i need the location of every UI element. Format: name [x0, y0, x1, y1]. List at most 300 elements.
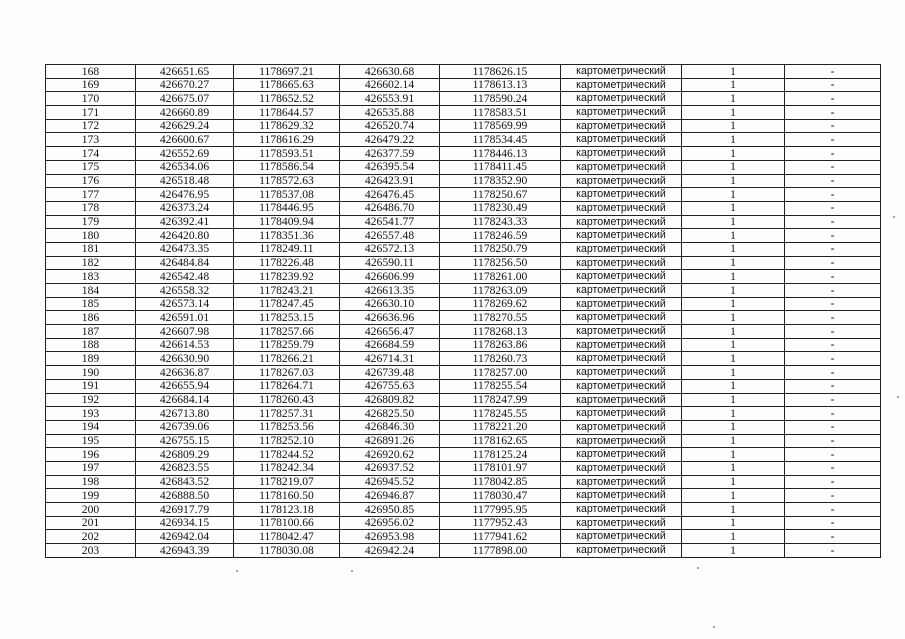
x-coordinate-cell: 426542.48: [136, 270, 234, 284]
y-coordinate-2-cell: 1178626.15: [440, 65, 561, 79]
count-cell: 1: [682, 229, 785, 243]
method-cell: картометрический: [561, 133, 682, 147]
method-cell: картометрический: [561, 106, 682, 120]
x-coordinate-cell: 426651.65: [136, 65, 234, 79]
y-coordinate-2-cell: 1178263.09: [440, 284, 561, 298]
point-number-cell: 178: [46, 201, 136, 215]
table-row: [46, 65, 881, 79]
x-coordinate-2-cell: 426423.91: [340, 174, 440, 188]
y-coordinate-cell: 1178446.95: [234, 201, 340, 215]
point-number-cell: 194: [46, 420, 136, 434]
table-row: [46, 284, 881, 298]
note-cell: -: [785, 215, 881, 229]
note-cell: -: [785, 229, 881, 243]
point-number-cell: 202: [46, 530, 136, 544]
count-cell: 1: [682, 325, 785, 339]
method-cell: картометрический: [561, 461, 682, 475]
method-cell: картометрический: [561, 270, 682, 284]
x-coordinate-2-cell: 426630.10: [340, 297, 440, 311]
count-cell: 1: [682, 133, 785, 147]
note-cell: -: [785, 297, 881, 311]
note-cell: -: [785, 503, 881, 517]
y-coordinate-2-cell: 1178030.47: [440, 489, 561, 503]
x-coordinate-2-cell: 426553.91: [340, 92, 440, 106]
y-coordinate-cell: 1178665.63: [234, 78, 340, 92]
x-coordinate-cell: 426823.55: [136, 461, 234, 475]
count-cell: 1: [682, 201, 785, 215]
point-number-cell: 183: [46, 270, 136, 284]
point-number-cell: 193: [46, 407, 136, 421]
table-row: [46, 338, 881, 352]
note-cell: -: [785, 270, 881, 284]
method-cell: картометрический: [561, 284, 682, 298]
note-cell: -: [785, 284, 881, 298]
note-cell: -: [785, 489, 881, 503]
y-coordinate-cell: 1178219.07: [234, 475, 340, 489]
method-cell: картометрический: [561, 311, 682, 325]
x-coordinate-cell: 426552.69: [136, 147, 234, 161]
method-cell: картометрический: [561, 503, 682, 517]
table-row: [46, 297, 881, 311]
y-coordinate-cell: 1178247.45: [234, 297, 340, 311]
x-coordinate-cell: 426573.14: [136, 297, 234, 311]
note-cell: -: [785, 352, 881, 366]
x-coordinate-2-cell: 426572.13: [340, 242, 440, 256]
y-coordinate-cell: 1178042.47: [234, 530, 340, 544]
count-cell: 1: [682, 461, 785, 475]
table-row: [46, 147, 881, 161]
count-cell: 1: [682, 284, 785, 298]
point-number-cell: 181: [46, 242, 136, 256]
x-coordinate-2-cell: 426937.52: [340, 461, 440, 475]
count-cell: 1: [682, 407, 785, 421]
point-number-cell: 174: [46, 147, 136, 161]
point-number-cell: 182: [46, 256, 136, 270]
method-cell: картометрический: [561, 379, 682, 393]
point-number-cell: 197: [46, 461, 136, 475]
method-cell: картометрический: [561, 242, 682, 256]
y-coordinate-cell: 1178267.03: [234, 366, 340, 380]
x-coordinate-2-cell: 426557.48: [340, 229, 440, 243]
table-row: [46, 530, 881, 544]
table-row: [46, 475, 881, 489]
y-coordinate-2-cell: 1178250.79: [440, 242, 561, 256]
x-coordinate-2-cell: 426656.47: [340, 325, 440, 339]
point-number-cell: 168: [46, 65, 136, 79]
count-cell: 1: [682, 311, 785, 325]
method-cell: картометрический: [561, 434, 682, 448]
x-coordinate-2-cell: 426377.59: [340, 147, 440, 161]
x-coordinate-2-cell: 426476.45: [340, 188, 440, 202]
note-cell: -: [785, 434, 881, 448]
count-cell: 1: [682, 119, 785, 133]
y-coordinate-2-cell: 1178411.45: [440, 160, 561, 174]
x-coordinate-2-cell: 426953.98: [340, 530, 440, 544]
note-cell: -: [785, 188, 881, 202]
x-coordinate-2-cell: 426920.62: [340, 448, 440, 462]
point-number-cell: 177: [46, 188, 136, 202]
x-coordinate-cell: 426684.14: [136, 393, 234, 407]
count-cell: 1: [682, 65, 785, 79]
y-coordinate-cell: 1178252.10: [234, 434, 340, 448]
table-row: [46, 393, 881, 407]
x-coordinate-cell: 426607.98: [136, 325, 234, 339]
x-coordinate-cell: 426739.06: [136, 420, 234, 434]
table-row: [46, 448, 881, 462]
y-coordinate-2-cell: 1178247.99: [440, 393, 561, 407]
y-coordinate-2-cell: 1178446.13: [440, 147, 561, 161]
y-coordinate-2-cell: 1178590.24: [440, 92, 561, 106]
x-coordinate-2-cell: 426486.70: [340, 201, 440, 215]
coordinates-table: [45, 64, 881, 558]
point-number-cell: 186: [46, 311, 136, 325]
table-row: [46, 119, 881, 133]
y-coordinate-2-cell: 1178101.97: [440, 461, 561, 475]
y-coordinate-cell: 1178260.43: [234, 393, 340, 407]
y-coordinate-2-cell: 1178221.20: [440, 420, 561, 434]
y-coordinate-cell: 1178239.92: [234, 270, 340, 284]
method-cell: картометрический: [561, 352, 682, 366]
y-coordinate-cell: 1178100.66: [234, 516, 340, 530]
point-number-cell: 188: [46, 338, 136, 352]
note-cell: -: [785, 544, 881, 558]
x-coordinate-2-cell: 426541.77: [340, 215, 440, 229]
count-cell: 1: [682, 489, 785, 503]
note-cell: -: [785, 379, 881, 393]
x-coordinate-cell: 426591.01: [136, 311, 234, 325]
x-coordinate-2-cell: 426590.11: [340, 256, 440, 270]
note-cell: -: [785, 92, 881, 106]
y-coordinate-2-cell: 1178245.55: [440, 407, 561, 421]
x-coordinate-2-cell: 426606.99: [340, 270, 440, 284]
x-coordinate-cell: 426534.06: [136, 160, 234, 174]
y-coordinate-cell: 1178242.34: [234, 461, 340, 475]
x-coordinate-2-cell: 426755.63: [340, 379, 440, 393]
method-cell: картометрический: [561, 325, 682, 339]
x-coordinate-cell: 426655.94: [136, 379, 234, 393]
method-cell: картометрический: [561, 174, 682, 188]
method-cell: картометрический: [561, 489, 682, 503]
y-coordinate-2-cell: 1178613.13: [440, 78, 561, 92]
y-coordinate-2-cell: 1178255.54: [440, 379, 561, 393]
x-coordinate-cell: 426473.35: [136, 242, 234, 256]
table-row: [46, 256, 881, 270]
y-coordinate-2-cell: 1178352.90: [440, 174, 561, 188]
scan-speck: [697, 567, 699, 569]
x-coordinate-2-cell: 426395.54: [340, 160, 440, 174]
table-row: [46, 544, 881, 558]
table-row: [46, 352, 881, 366]
y-coordinate-cell: 1178253.15: [234, 311, 340, 325]
x-coordinate-cell: 426636.87: [136, 366, 234, 380]
table-body: [46, 65, 881, 558]
x-coordinate-2-cell: 426613.35: [340, 284, 440, 298]
y-coordinate-cell: 1178629.32: [234, 119, 340, 133]
x-coordinate-2-cell: 426809.82: [340, 393, 440, 407]
table-row: [46, 215, 881, 229]
count-cell: 1: [682, 92, 785, 106]
point-number-cell: 195: [46, 434, 136, 448]
table-row: [46, 92, 881, 106]
note-cell: -: [785, 407, 881, 421]
note-cell: -: [785, 174, 881, 188]
point-number-cell: 173: [46, 133, 136, 147]
method-cell: картометрический: [561, 147, 682, 161]
x-coordinate-cell: 426630.90: [136, 352, 234, 366]
table-row: [46, 407, 881, 421]
table-row: [46, 78, 881, 92]
y-coordinate-2-cell: 1178125.24: [440, 448, 561, 462]
table-row: [46, 242, 881, 256]
point-number-cell: 187: [46, 325, 136, 339]
count-cell: 1: [682, 434, 785, 448]
method-cell: картометрический: [561, 530, 682, 544]
count-cell: 1: [682, 503, 785, 517]
note-cell: -: [785, 106, 881, 120]
y-coordinate-cell: 1178253.56: [234, 420, 340, 434]
note-cell: -: [785, 461, 881, 475]
y-coordinate-cell: 1178644.57: [234, 106, 340, 120]
y-coordinate-2-cell: 1178256.50: [440, 256, 561, 270]
count-cell: 1: [682, 338, 785, 352]
x-coordinate-2-cell: 426945.52: [340, 475, 440, 489]
point-number-cell: 176: [46, 174, 136, 188]
x-coordinate-2-cell: 426891.26: [340, 434, 440, 448]
y-coordinate-2-cell: 1178270.55: [440, 311, 561, 325]
method-cell: картометрический: [561, 119, 682, 133]
x-coordinate-2-cell: 426479.22: [340, 133, 440, 147]
y-coordinate-2-cell: 1177952.43: [440, 516, 561, 530]
y-coordinate-cell: 1178257.31: [234, 407, 340, 421]
y-coordinate-cell: 1178226.48: [234, 256, 340, 270]
table-row: [46, 229, 881, 243]
x-coordinate-2-cell: 426535.88: [340, 106, 440, 120]
table-row: [46, 325, 881, 339]
y-coordinate-cell: 1178593.51: [234, 147, 340, 161]
y-coordinate-cell: 1178616.29: [234, 133, 340, 147]
y-coordinate-cell: 1178697.21: [234, 65, 340, 79]
x-coordinate-2-cell: 426946.87: [340, 489, 440, 503]
point-number-cell: 190: [46, 366, 136, 380]
note-cell: -: [785, 448, 881, 462]
method-cell: картометрический: [561, 201, 682, 215]
method-cell: картометрический: [561, 92, 682, 106]
point-number-cell: 191: [46, 379, 136, 393]
count-cell: 1: [682, 516, 785, 530]
x-coordinate-cell: 426934.15: [136, 516, 234, 530]
count-cell: 1: [682, 475, 785, 489]
table-row: [46, 434, 881, 448]
y-coordinate-2-cell: 1178162.65: [440, 434, 561, 448]
point-number-cell: 201: [46, 516, 136, 530]
point-number-cell: 203: [46, 544, 136, 558]
table-row: [46, 503, 881, 517]
point-number-cell: 199: [46, 489, 136, 503]
count-cell: 1: [682, 448, 785, 462]
y-coordinate-cell: 1178123.18: [234, 503, 340, 517]
note-cell: -: [785, 78, 881, 92]
x-coordinate-cell: 426600.67: [136, 133, 234, 147]
x-coordinate-cell: 426809.29: [136, 448, 234, 462]
note-cell: -: [785, 201, 881, 215]
y-coordinate-2-cell: 1178268.13: [440, 325, 561, 339]
point-number-cell: 185: [46, 297, 136, 311]
table-row: [46, 160, 881, 174]
note-cell: -: [785, 530, 881, 544]
x-coordinate-2-cell: 426956.02: [340, 516, 440, 530]
y-coordinate-cell: 1178572.63: [234, 174, 340, 188]
table-row: [46, 174, 881, 188]
y-coordinate-cell: 1178244.52: [234, 448, 340, 462]
method-cell: картометрический: [561, 448, 682, 462]
x-coordinate-cell: 426843.52: [136, 475, 234, 489]
note-cell: -: [785, 338, 881, 352]
point-number-cell: 196: [46, 448, 136, 462]
y-coordinate-cell: 1178351.36: [234, 229, 340, 243]
method-cell: картометрический: [561, 420, 682, 434]
x-coordinate-2-cell: 426942.24: [340, 544, 440, 558]
x-coordinate-cell: 426943.39: [136, 544, 234, 558]
point-number-cell: 175: [46, 160, 136, 174]
note-cell: -: [785, 147, 881, 161]
y-coordinate-2-cell: 1177995.95: [440, 503, 561, 517]
scan-speck: [236, 570, 238, 572]
point-number-cell: 184: [46, 284, 136, 298]
point-number-cell: 192: [46, 393, 136, 407]
table-row: [46, 201, 881, 215]
count-cell: 1: [682, 174, 785, 188]
point-number-cell: 200: [46, 503, 136, 517]
y-coordinate-cell: 1178249.11: [234, 242, 340, 256]
count-cell: 1: [682, 242, 785, 256]
method-cell: картометрический: [561, 516, 682, 530]
count-cell: 1: [682, 393, 785, 407]
note-cell: -: [785, 366, 881, 380]
method-cell: картометрический: [561, 393, 682, 407]
y-coordinate-cell: 1178030.08: [234, 544, 340, 558]
count-cell: 1: [682, 297, 785, 311]
y-coordinate-cell: 1178257.66: [234, 325, 340, 339]
x-coordinate-cell: 426675.07: [136, 92, 234, 106]
y-coordinate-2-cell: 1178534.45: [440, 133, 561, 147]
x-coordinate-cell: 426670.27: [136, 78, 234, 92]
y-coordinate-cell: 1178537.08: [234, 188, 340, 202]
count-cell: 1: [682, 160, 785, 174]
table-row: [46, 311, 881, 325]
method-cell: картометрический: [561, 229, 682, 243]
method-cell: картометрический: [561, 297, 682, 311]
scan-speck: [893, 216, 895, 218]
point-number-cell: 180: [46, 229, 136, 243]
point-number-cell: 179: [46, 215, 136, 229]
table-row: [46, 420, 881, 434]
count-cell: 1: [682, 366, 785, 380]
method-cell: картометрический: [561, 544, 682, 558]
point-number-cell: 170: [46, 92, 136, 106]
method-cell: картометрический: [561, 338, 682, 352]
count-cell: 1: [682, 544, 785, 558]
method-cell: картометрический: [561, 215, 682, 229]
method-cell: картометрический: [561, 78, 682, 92]
y-coordinate-cell: 1178266.21: [234, 352, 340, 366]
x-coordinate-cell: 426917.79: [136, 503, 234, 517]
count-cell: 1: [682, 78, 785, 92]
count-cell: 1: [682, 215, 785, 229]
note-cell: -: [785, 256, 881, 270]
method-cell: картометрический: [561, 188, 682, 202]
count-cell: 1: [682, 147, 785, 161]
x-coordinate-2-cell: 426636.96: [340, 311, 440, 325]
x-coordinate-cell: 426484.84: [136, 256, 234, 270]
note-cell: -: [785, 160, 881, 174]
y-coordinate-cell: 1178243.21: [234, 284, 340, 298]
table-row: [46, 106, 881, 120]
scan-speck: [351, 570, 353, 572]
method-cell: картометрический: [561, 407, 682, 421]
scan-speck: [713, 626, 715, 628]
table-row: [46, 270, 881, 284]
method-cell: картометрический: [561, 475, 682, 489]
x-coordinate-cell: 426518.48: [136, 174, 234, 188]
x-coordinate-cell: 426755.15: [136, 434, 234, 448]
x-coordinate-cell: 426888.50: [136, 489, 234, 503]
method-cell: картометрический: [561, 65, 682, 79]
note-cell: -: [785, 420, 881, 434]
x-coordinate-2-cell: 426520.74: [340, 119, 440, 133]
y-coordinate-2-cell: 1178257.00: [440, 366, 561, 380]
x-coordinate-cell: 426420.80: [136, 229, 234, 243]
note-cell: -: [785, 393, 881, 407]
point-number-cell: 171: [46, 106, 136, 120]
count-cell: 1: [682, 270, 785, 284]
y-coordinate-2-cell: 1178246.59: [440, 229, 561, 243]
y-coordinate-2-cell: 1178243.33: [440, 215, 561, 229]
y-coordinate-cell: 1178264.71: [234, 379, 340, 393]
table-row: [46, 133, 881, 147]
note-cell: -: [785, 242, 881, 256]
point-number-cell: 198: [46, 475, 136, 489]
x-coordinate-2-cell: 426950.85: [340, 503, 440, 517]
count-cell: 1: [682, 420, 785, 434]
note-cell: -: [785, 325, 881, 339]
table-row: [46, 366, 881, 380]
count-cell: 1: [682, 256, 785, 270]
y-coordinate-2-cell: 1178263.86: [440, 338, 561, 352]
x-coordinate-cell: 426392.41: [136, 215, 234, 229]
note-cell: -: [785, 311, 881, 325]
x-coordinate-cell: 426614.53: [136, 338, 234, 352]
y-coordinate-2-cell: 1178269.62: [440, 297, 561, 311]
table-row: [46, 379, 881, 393]
method-cell: картометрический: [561, 160, 682, 174]
table-row: [46, 489, 881, 503]
y-coordinate-2-cell: 1178260.73: [440, 352, 561, 366]
x-coordinate-2-cell: 426602.14: [340, 78, 440, 92]
method-cell: картометрический: [561, 366, 682, 380]
y-coordinate-2-cell: 1178042.85: [440, 475, 561, 489]
y-coordinate-2-cell: 1178261.00: [440, 270, 561, 284]
x-coordinate-cell: 426713.80: [136, 407, 234, 421]
count-cell: 1: [682, 188, 785, 202]
y-coordinate-2-cell: 1178569.99: [440, 119, 561, 133]
method-cell: картометрический: [561, 256, 682, 270]
point-number-cell: 172: [46, 119, 136, 133]
x-coordinate-cell: 426942.04: [136, 530, 234, 544]
x-coordinate-2-cell: 426630.68: [340, 65, 440, 79]
count-cell: 1: [682, 530, 785, 544]
note-cell: -: [785, 65, 881, 79]
y-coordinate-cell: 1178652.52: [234, 92, 340, 106]
